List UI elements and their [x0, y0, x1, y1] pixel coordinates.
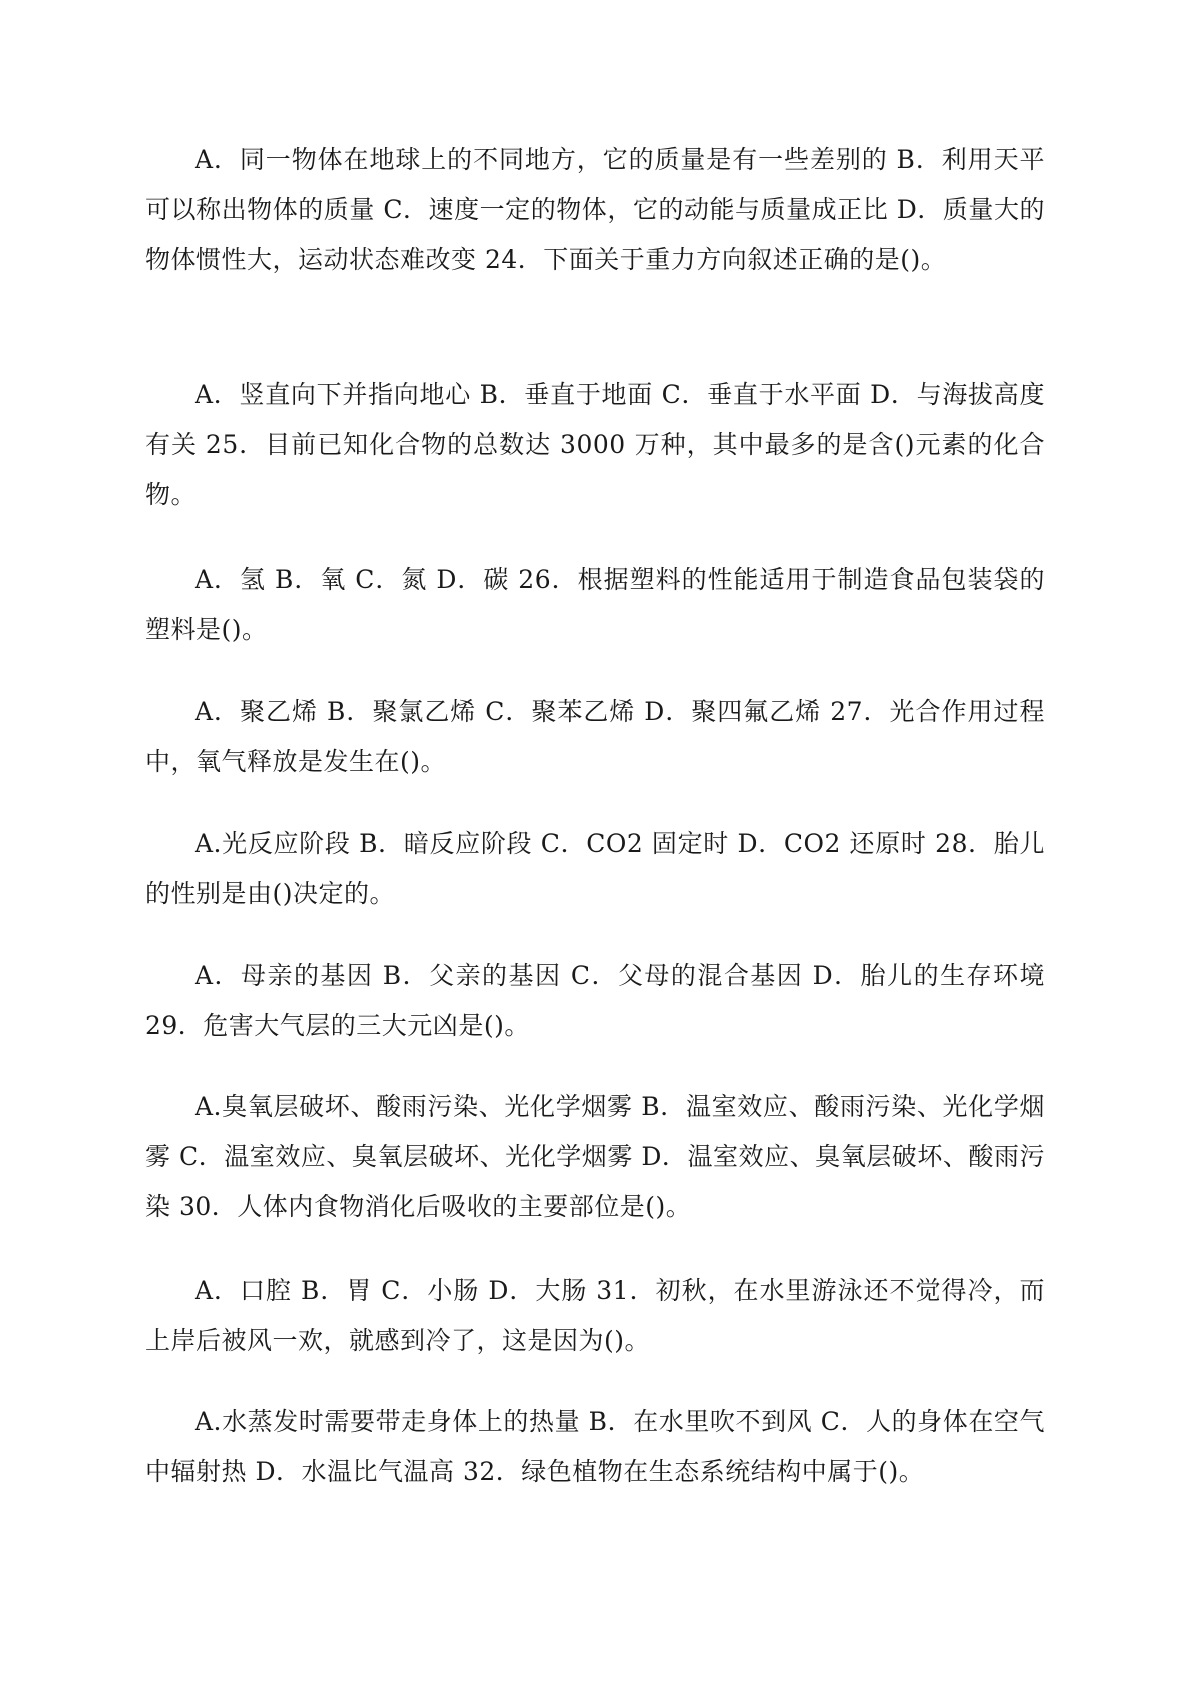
paragraph-q31-options: A.水蒸发时需要带走身体上的热量 B．在水里吹不到风 C．人的身体在空气中辐射热 D．水温比气温高 32．绿色植物在生态系统结构中属于()。	[145, 1407, 1045, 1486]
paragraph-q28-options: A．母亲的基因 B．父亲的基因 C．父母的混合基因 D．胎儿的生存环境 29．危害大气层的三大元凶是()。	[145, 961, 1045, 1040]
paragraph-q23-options: A．同一物体在地球上的不同地方，它的质量是有一些差别的 B．利用天平可以称出物体的质量 C．速度一定的物体，它的动能与质量成正比 D．质量大的物体惯性大，运动状态难改变 24．下面关于重力方向叙述正确的是()。	[145, 145, 1045, 274]
paragraph-q24-options: A．竖直向下并指向地心 B．垂直于地面 C．垂直于水平面 D．与海拔高度有关 25．目前已知化合物的总数达 3000 万种，其中最多的是含()元素的化合物。	[145, 380, 1045, 509]
paragraph-q29-options: A.臭氧层破坏、酸雨污染、光化学烟雾 B．温室效应、酸雨污染、光化学烟雾 C．温室效应、臭氧层破坏、光化学烟雾 D．温室效应、臭氧层破坏、酸雨污染 30．人体内食物消化后吸收的主要部位是()。	[145, 1092, 1045, 1221]
paragraph-q27-options: A.光反应阶段 B．暗反应阶段 C．CO2 固定时 D．CO2 还原时 28．胎儿的性别是由()决定的。	[145, 829, 1045, 908]
paragraph-q30-options: A．口腔 B．胃 C．小肠 D．大肠 31．初秋，在水里游泳还不觉得冷，而上岸后被风一欢，就感到冷了，这是因为()。	[145, 1276, 1045, 1355]
paragraph-q26-options: A．聚乙烯 B．聚氯乙烯 C．聚苯乙烯 D．聚四氟乙烯 27．光合作用过程中，氧气释放是发生在()。	[145, 697, 1045, 776]
paragraph-q25-options: A．氢 B．氧 C．氮 D．碳 26．根据塑料的性能适用于制造食品包装袋的塑料是()。	[145, 565, 1045, 644]
